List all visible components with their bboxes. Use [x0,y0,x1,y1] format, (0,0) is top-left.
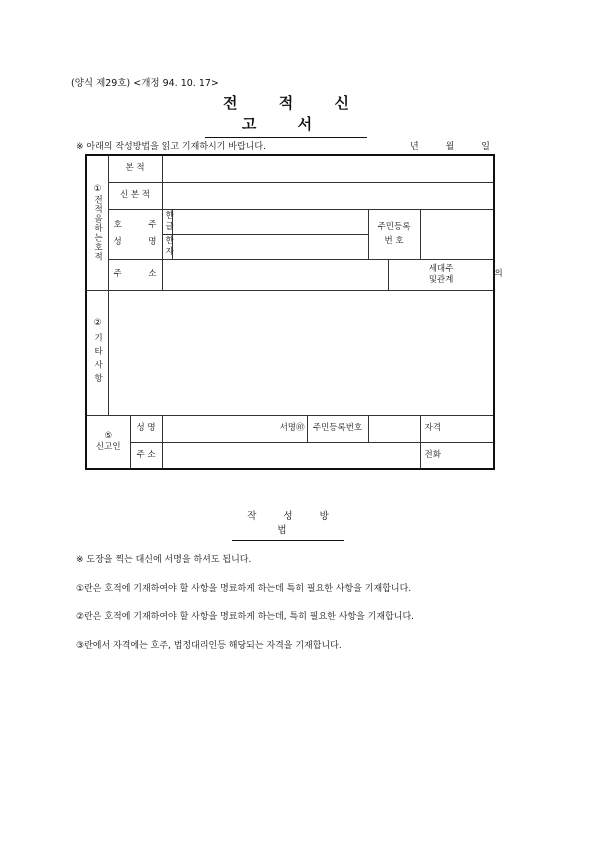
hangul-label: 한글 [165,210,174,232]
rrn-label-b: 번 호 [384,235,404,246]
household-label-b: 및관계 [428,274,454,285]
section2-label: ②기타사항 [92,318,103,387]
section1-label: ①전적을하는호적 [92,184,103,262]
method-note-1: ※ 도장을 찍는 대신에 서명을 하셔도 됩니다. [76,555,252,565]
reporter-rrn-label-cell [307,415,368,442]
hoju-label-b: 주 [148,220,157,231]
qualification-label: 자격 [424,423,441,434]
qualification-cell[interactable] [420,415,494,442]
reporter-address-label: 주 소 [136,449,156,460]
reporter-rrn-label: 주민등록번호 [312,423,363,434]
reporter-name-label-cell [130,415,162,442]
bonjeok-input[interactable] [162,155,494,182]
date-day-label: 일 [481,142,490,152]
name-label-a: 성 [113,237,122,247]
new-bonjeok-label: 신 본 적 [119,190,151,201]
hanja-label: 한자 [165,235,174,257]
bonjeok-label-cell [108,155,162,182]
new-bonjeok-label-cell [108,182,162,209]
method-title: 작 성 방 법 [232,508,344,541]
reporter-name-input[interactable] [162,415,307,442]
date-line [410,139,490,152]
phone-cell[interactable] [420,442,494,469]
section2-label-cell [86,290,108,415]
rrn-label-cell [368,209,420,259]
section5-label-cell [86,415,130,469]
phone-label: 전화 [424,449,441,460]
hangul-name-input[interactable] [172,209,368,234]
new-bonjeok-input[interactable] [162,182,494,209]
hangul-label-cell [162,209,172,234]
section5-label: 신고인 [95,441,121,452]
hanja-name-input[interactable] [172,234,368,259]
section5-num: ⑤ [104,431,113,442]
household-label-cell [388,259,494,290]
method-note-3: ②란은 호적에 기재하여야 할 사항을 명료하게 하는데, 특히 필요한 사항을 기재합니다. [76,612,414,622]
reporter-address-label-cell [130,442,162,469]
rrn-input[interactable] [420,209,494,259]
hoju-label-a: 호 [113,220,122,231]
other-matters-input[interactable] [108,290,494,415]
reporter-address-input[interactable] [162,442,420,469]
method-note-4: ③란에서 자격에는 호주, 법정대리인등 해당되는 자격을 기재합니다. [76,641,342,651]
page-title: 전 적 신 고 서 [205,92,367,138]
name-label-b: 명 [148,237,157,247]
signature-seal-label: 서명㊞ [279,423,305,434]
address-label-b: 소 [148,269,157,280]
report-form-table [85,154,503,470]
household-suffix: 의 [494,269,503,280]
hanja-label-cell [162,234,172,259]
hoju-name-label-cell [108,209,162,259]
address-label-cell [108,259,162,290]
household-label-a: 세대주 [428,263,454,274]
date-month-label: 월 [445,142,455,152]
rrn-label-a: 주민등록 [377,221,411,232]
date-year-label: 년 [410,142,419,152]
reporter-rrn-input[interactable] [368,415,420,442]
reporter-name-label: 성 명 [136,423,156,434]
address-input[interactable] [162,259,388,290]
instruction-notice: ※ 아래의 작성방법을 읽고 기재하시기 바랍니다. [76,142,266,152]
form-number: (양식 제29호) <개정 94. 10. 17> [71,78,219,89]
section1-label-cell [86,155,108,290]
method-note-2: ①란은 호적에 기재하여야 할 사항을 명료하게 하는데 특히 필요한 사항을 기재합니다. [76,584,412,594]
bonjeok-label: 본 적 [125,163,145,174]
address-label-a: 주 [113,269,122,280]
